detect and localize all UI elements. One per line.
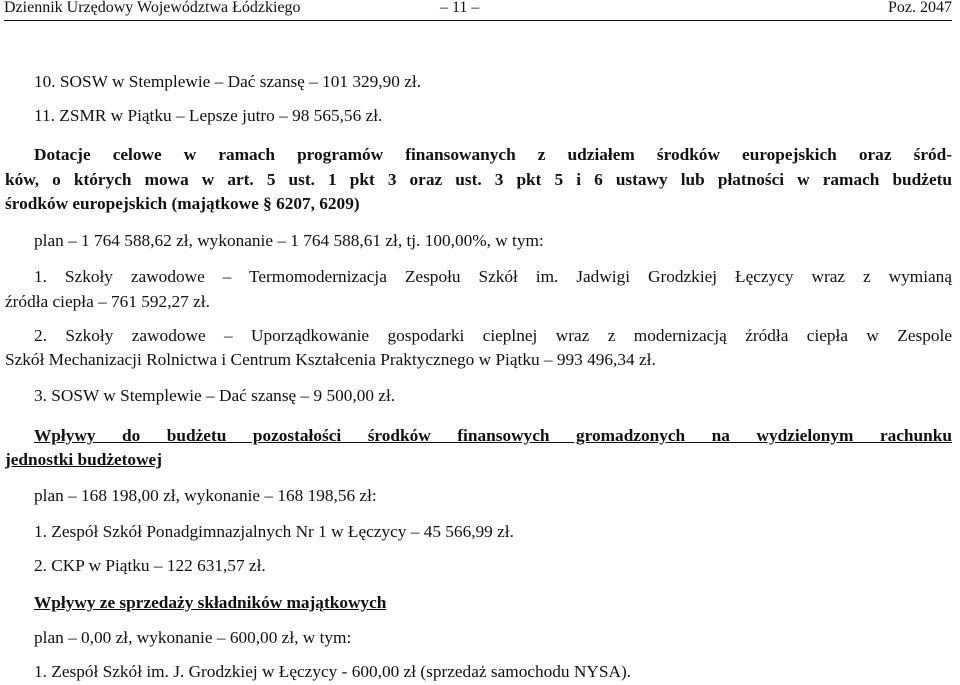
list-item: Szkół Mechanizacji Rolnictwa i Centrum Kształcenia Praktycznego w Piątku – 993 496,34 zł. — [5, 350, 656, 369]
section-heading: środków europejskich (majątkowe § 6207, 6209) — [5, 194, 360, 213]
list-item: źródła ciepła – 761 592,27 zł. — [5, 292, 210, 311]
list-item: 1. Zespół Szkół im. J. Grodzkiej w Łęczycy - 600,00 zł (sprzedaż samochodu NYSA). — [34, 662, 632, 681]
list-item: 11. ZSMR w Piątku – Lepsze jutro – 98 565,56 zł. — [34, 106, 383, 125]
position-number: Poz. 2047 — [888, 0, 952, 16]
page-number: – 11 – — [440, 0, 480, 16]
list-item: 2. Szkoły zawodowe – Uporządkowanie gospodarki cieplnej wraz z modernizacją źródła ciepła w Zespole — [34, 326, 952, 345]
list-item: 3. SOSW w Stemplewie – Dać szansę – 9 500,00 zł. — [34, 386, 396, 405]
list-item: 10. SOSW w Stemplewie – Dać szansę – 101 329,90 zł. — [34, 72, 422, 91]
plan-line: plan – 0,00 zł, wykonanie – 600,00 zł, w tym: — [34, 628, 352, 647]
plan-line: plan – 168 198,00 zł, wykonanie – 168 198,56 zł: — [34, 486, 377, 505]
list-item: 1. Zespół Szkół Ponadgimnazjalnych Nr 1 w Łęczycy – 45 566,99 zł. — [34, 522, 514, 541]
section-heading: Wpływy do budżetu pozostałości środków finansowych gromadzonych na wydzielonym rachunku — [34, 426, 952, 445]
journal-title: Dziennik Urzędowy Województwa Łódzkiego — [4, 0, 301, 16]
plan-line: plan – 1 764 588,62 zł, wykonanie – 1 764 588,61 zł, tj. 100,00%, w tym: — [34, 231, 544, 250]
page-header — [4, 0, 952, 21]
section-heading: ków, o których mowa w art. 5 ust. 1 pkt 3 oraz ust. 3 pkt 5 i 6 ustawy lub płatności w ramach budżetu — [5, 170, 952, 189]
section-heading: Wpływy ze sprzedaży składników majątkowych — [34, 593, 387, 612]
list-item: 2. CKP w Piątku – 122 631,57 zł. — [34, 556, 266, 575]
section-heading: Dotacje celowe w ramach programów finansowanych z udziałem środków europejskich oraz śród- — [34, 145, 952, 164]
section-heading: jednostki budżetowej — [5, 450, 162, 469]
list-item: 1. Szkoły zawodowe – Termomodernizacja Zespołu Szkół im. Jadwigi Grodzkiej Łęczycy wraz z wymianą — [34, 267, 952, 286]
